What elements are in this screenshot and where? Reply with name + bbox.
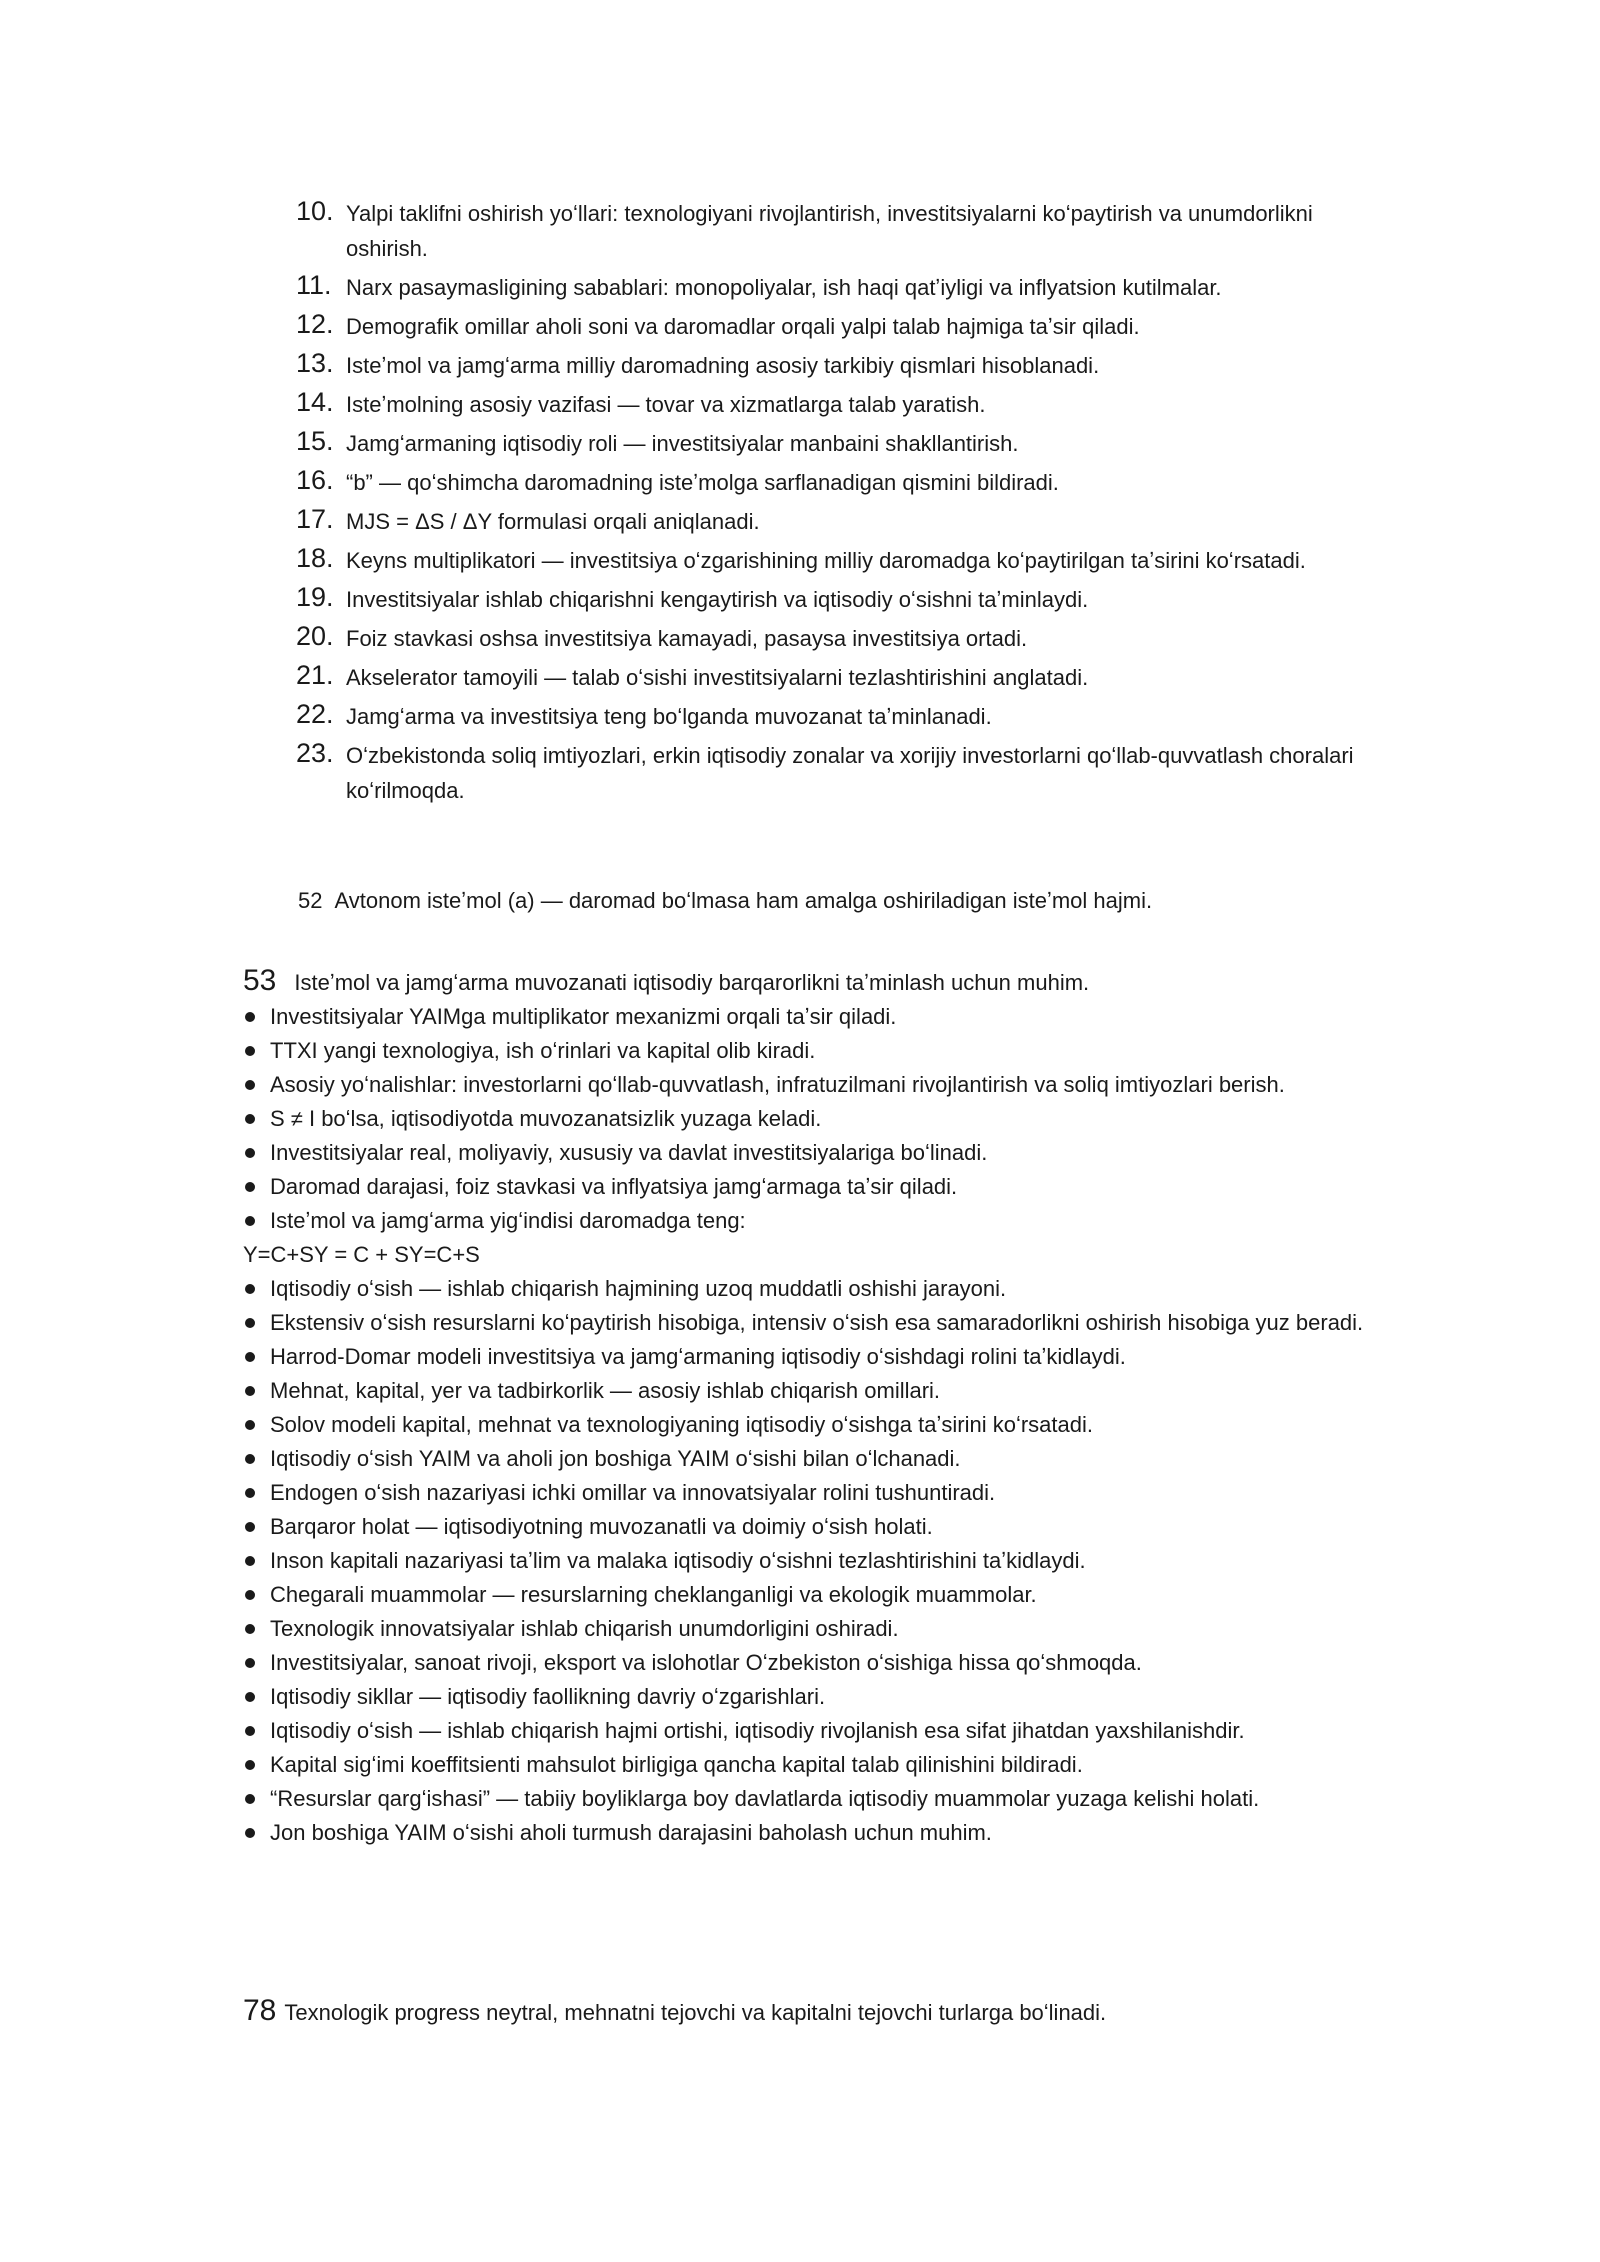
bullet-text: Barqaror holat — iqtisodiyotning muvozanatli va doimiy oʻsish holati. bbox=[270, 1514, 933, 1539]
bullet-text: Endogen oʻsish nazariyasi ichki omillar va innovatsiyalar rolini tushuntiradi. bbox=[270, 1480, 996, 1505]
bullet-item bbox=[243, 1476, 1373, 1510]
list-item-text: Yalpi taklifni oshirish yoʻllari: texnologiyani rivojlantirish, investitsiyalarni koʻpaytirish va unumdorlikni oshirish. bbox=[346, 201, 1313, 261]
bullet-item bbox=[243, 1102, 1373, 1136]
bullet-text: Y=C+SY = C + SY=C+S bbox=[243, 1242, 480, 1267]
list-item bbox=[296, 348, 1366, 383]
bullet-item bbox=[243, 1714, 1373, 1748]
paragraph-number: 78 bbox=[243, 1994, 277, 2027]
bullet-dot-icon bbox=[245, 1148, 255, 1158]
bullet-text: Iqtisodiy sikllar — iqtisodiy faollikning davriy oʻzgarishlari. bbox=[270, 1684, 826, 1709]
paragraph-53 bbox=[243, 962, 1089, 1002]
bullet-text: Inson kapitali nazariyasi taʼlim va malaka iqtisodiy oʻsishni tezlashtirishini taʼkidlaydi. bbox=[270, 1548, 1086, 1573]
paragraph-text: Texnologik progress neytral, mehnatni tejovchi va kapitalni tejovchi turlarga boʻlinadi. bbox=[284, 2000, 1107, 2025]
bullet-dot-icon bbox=[245, 1556, 255, 1566]
bullet-item bbox=[243, 1510, 1373, 1544]
bullet-dot-icon bbox=[245, 1658, 255, 1668]
bullet-text: Iqtisodiy oʻsish — ishlab chiqarish hajmi ortishi, iqtisodiy rivojlanish esa sifat jihatdan yaxshilanishdir. bbox=[270, 1718, 1245, 1743]
list-item-number: 12. bbox=[296, 309, 334, 339]
bullet-item bbox=[243, 1578, 1373, 1612]
bullet-dot-icon bbox=[245, 1522, 255, 1532]
bullet-item bbox=[243, 1204, 1373, 1238]
bullet-text: Jon boshiga YAIM oʻsishi aholi turmush darajasini baholash uchun muhim. bbox=[270, 1820, 992, 1845]
bullet-dot-icon bbox=[245, 1216, 255, 1226]
bullet-dot-icon bbox=[245, 1488, 255, 1498]
bullet-item bbox=[243, 1340, 1373, 1374]
list-item bbox=[296, 621, 1366, 656]
bullet-item bbox=[243, 1646, 1373, 1680]
list-item-text: Keyns multiplikatori — investitsiya oʻzgarishining milliy daromadga koʻpaytirilgan taʼsirini koʻrsatadi. bbox=[346, 548, 1306, 573]
bullet-text: Investitsiyalar, sanoat rivoji, eksport va islohotlar Oʻzbekiston oʻsishiga hissa qoʻshmoqda. bbox=[270, 1650, 1142, 1675]
bullet-text: Ekstensiv oʻsish resurslarni koʻpaytirish hisobiga, intensiv oʻsish esa samaradorlikni oshirish hisobiga yuz beradi. bbox=[270, 1310, 1364, 1335]
list-item bbox=[296, 196, 1366, 266]
paragraph-text: Avtonom isteʼmol (a) — daromad boʻlmasa ham amalga oshiriladigan isteʼmol hajmi. bbox=[334, 888, 1153, 913]
list-item bbox=[296, 582, 1366, 617]
paragraph-number: 53 bbox=[243, 964, 277, 997]
list-item-number: 20. bbox=[296, 621, 334, 651]
list-item-text: Investitsiyalar ishlab chiqarishni kengaytirish va iqtisodiy oʻsishni taʼminlaydi. bbox=[346, 587, 1089, 612]
bullet-item bbox=[243, 1408, 1373, 1442]
bullet-text: Isteʼmol va jamgʻarma yigʻindisi daromadga teng: bbox=[270, 1208, 746, 1233]
bullet-text: Chegarali muammolar — resurslarning cheklanganligi va ekologik muammolar. bbox=[270, 1582, 1037, 1607]
list-item bbox=[296, 309, 1366, 344]
list-item-text: Foiz stavkasi oshsa investitsiya kamayadi, pasaysa investitsiya ortadi. bbox=[346, 626, 1028, 651]
list-item-number: 10. bbox=[296, 196, 334, 226]
list-item bbox=[296, 387, 1366, 422]
bullet-item bbox=[243, 1680, 1373, 1714]
paragraph-78 bbox=[243, 1990, 1106, 2034]
bullet-item bbox=[243, 1068, 1373, 1102]
bullet-text: Harrod-Domar modeli investitsiya va jamgʻarmaning iqtisodiy oʻsishdagi rolini taʼkidlaydi. bbox=[270, 1344, 1126, 1369]
list-item-number: 23. bbox=[296, 738, 334, 768]
bullet-item bbox=[243, 1612, 1373, 1646]
bullet-text: Daromad darajasi, foiz stavkasi va inflyatsiya jamgʻarmaga taʼsir qiladi. bbox=[270, 1174, 958, 1199]
list-item-text: Isteʼmol va jamgʻarma milliy daromadning asosiy tarkibiy qismlari hisoblanadi. bbox=[346, 353, 1100, 378]
list-item-number: 13. bbox=[296, 348, 334, 378]
bullet-dot-icon bbox=[245, 1284, 255, 1294]
bullet-dot-icon bbox=[245, 1828, 255, 1838]
list-item bbox=[296, 699, 1366, 734]
bullet-item bbox=[243, 1544, 1373, 1578]
bullet-dot-icon bbox=[245, 1726, 255, 1736]
list-item-text: Akselerator tamoyili — talab oʻsishi investitsiyalarni tezlashtirishini anglatadi. bbox=[346, 665, 1089, 690]
bullet-item bbox=[243, 1816, 1373, 1850]
bullet-dot-icon bbox=[245, 1794, 255, 1804]
bullet-item bbox=[243, 1272, 1373, 1306]
list-item bbox=[296, 660, 1366, 695]
list-item-text: Narx pasaymasligining sabablari: monopoliyalar, ish haqi qatʼiyligi va inflyatsion kutilmalar. bbox=[346, 275, 1222, 300]
bullet-list bbox=[243, 1000, 1373, 1850]
list-item-number: 11. bbox=[296, 270, 332, 300]
bullet-text: S ≠ I boʻlsa, iqtisodiyotda muvozanatsizlik yuzaga keladi. bbox=[270, 1106, 822, 1131]
paragraph-text: Isteʼmol va jamgʻarma muvozanati iqtisodiy barqarorlikni taʼminlash uchun muhim. bbox=[294, 970, 1090, 995]
formula-line bbox=[243, 1238, 1373, 1272]
bullet-text: Investitsiyalar real, moliyaviy, xususiy va davlat investitsiyalariga boʻlinadi. bbox=[270, 1140, 988, 1165]
bullet-text: Kapital sigʻimi koeffitsienti mahsulot birligiga qancha kapital talab qilinishini bildiradi. bbox=[270, 1752, 1083, 1777]
list-item-text: MJS = ΔS / ΔY formulasi orqali aniqlanadi. bbox=[346, 509, 760, 534]
bullet-dot-icon bbox=[245, 1352, 255, 1362]
bullet-text: Iqtisodiy oʻsish YAIM va aholi jon boshiga YAIM oʻsishi bilan oʻlchanadi. bbox=[270, 1446, 961, 1471]
bullet-dot-icon bbox=[245, 1454, 255, 1464]
bullet-dot-icon bbox=[245, 1760, 255, 1770]
bullet-dot-icon bbox=[245, 1318, 255, 1328]
list-item-text: “b” — qoʻshimcha daromadning isteʼmolga sarflanadigan qismini bildiradi. bbox=[346, 470, 1059, 495]
bullet-text: Texnologik innovatsiyalar ishlab chiqarish unumdorligini oshiradi. bbox=[270, 1616, 899, 1641]
list-item bbox=[296, 543, 1366, 578]
bullet-dot-icon bbox=[245, 1080, 255, 1090]
bullet-dot-icon bbox=[245, 1420, 255, 1430]
bullet-dot-icon bbox=[245, 1624, 255, 1634]
bullet-item bbox=[243, 1748, 1373, 1782]
bullet-item bbox=[243, 1374, 1373, 1408]
bullet-text: Asosiy yoʻnalishlar: investorlarni qoʻllab-quvvatlash, infratuzilmani rivojlantirish va soliq imtiyozlari berish. bbox=[270, 1072, 1285, 1097]
bullet-text: Investitsiyalar YAIMga multiplikator mexanizmi orqali taʼsir qiladi. bbox=[270, 1004, 897, 1029]
bullet-dot-icon bbox=[245, 1046, 255, 1056]
bullet-text: “Resurslar qargʻishasi” — tabiiy boyliklarga boy davlatlarda iqtisodiy muammolar yuzaga kelishi holati. bbox=[270, 1786, 1260, 1811]
list-item-number: 19. bbox=[296, 582, 334, 612]
bullet-dot-icon bbox=[245, 1182, 255, 1192]
bullet-dot-icon bbox=[245, 1012, 255, 1022]
list-item bbox=[296, 738, 1366, 808]
bullet-text: Mehnat, kapital, yer va tadbirkorlik — asosiy ishlab chiqarish omillari. bbox=[270, 1378, 941, 1403]
list-item-number: 16. bbox=[296, 465, 334, 495]
list-item-text: Isteʼmolning asosiy vazifasi — tovar va xizmatlarga talab yaratish. bbox=[346, 392, 986, 417]
bullet-dot-icon bbox=[245, 1692, 255, 1702]
bullet-item bbox=[243, 1306, 1373, 1340]
paragraph-number: 52 bbox=[298, 888, 323, 913]
list-item-text: Oʻzbekistonda soliq imtiyozlari, erkin iqtisodiy zonalar va xorijiy investorlarni qoʻllab-quvvatlash choralari koʻrilmoqda. bbox=[346, 743, 1354, 803]
bullet-item bbox=[243, 1136, 1373, 1170]
bullet-item bbox=[243, 1000, 1373, 1034]
bullet-text: Iqtisodiy oʻsish — ishlab chiqarish hajmining uzoq muddatli oshishi jarayoni. bbox=[270, 1276, 1007, 1301]
bullet-item bbox=[243, 1170, 1373, 1204]
list-item-number: 17. bbox=[296, 504, 334, 534]
list-item bbox=[296, 426, 1366, 461]
list-item-text: Jamgʻarma va investitsiya teng boʻlganda muvozanat taʼminlanadi. bbox=[346, 704, 992, 729]
bullet-dot-icon bbox=[245, 1114, 255, 1124]
bullet-text: TTXI yangi texnologiya, ish oʻrinlari va kapital olib kiradi. bbox=[270, 1038, 816, 1063]
bullet-item bbox=[243, 1442, 1373, 1476]
list-item-text: Jamgʻarmaning iqtisodiy roli — investitsiyalar manbaini shakllantirish. bbox=[346, 431, 1019, 456]
paragraph-52 bbox=[298, 885, 1152, 917]
list-item-number: 14. bbox=[296, 387, 334, 417]
bullet-item bbox=[243, 1034, 1373, 1068]
bullet-text: Solov modeli kapital, mehnat va texnologiyaning iqtisodiy oʻsishga taʼsirini koʻrsatadi. bbox=[270, 1412, 1093, 1437]
bullet-dot-icon bbox=[245, 1386, 255, 1396]
list-item-number: 15. bbox=[296, 426, 334, 456]
list-item-text: Demografik omillar aholi soni va daromadlar orqali yalpi talab hajmiga taʼsir qiladi. bbox=[346, 314, 1140, 339]
bullet-dot-icon bbox=[245, 1590, 255, 1600]
list-item bbox=[296, 504, 1366, 539]
list-item bbox=[296, 465, 1366, 500]
list-item-number: 22. bbox=[296, 699, 334, 729]
list-item bbox=[296, 270, 1366, 305]
list-item-number: 18. bbox=[296, 543, 334, 573]
list-item-number: 21. bbox=[296, 660, 334, 690]
bullet-item bbox=[243, 1782, 1373, 1816]
numbered-list bbox=[296, 196, 1366, 812]
